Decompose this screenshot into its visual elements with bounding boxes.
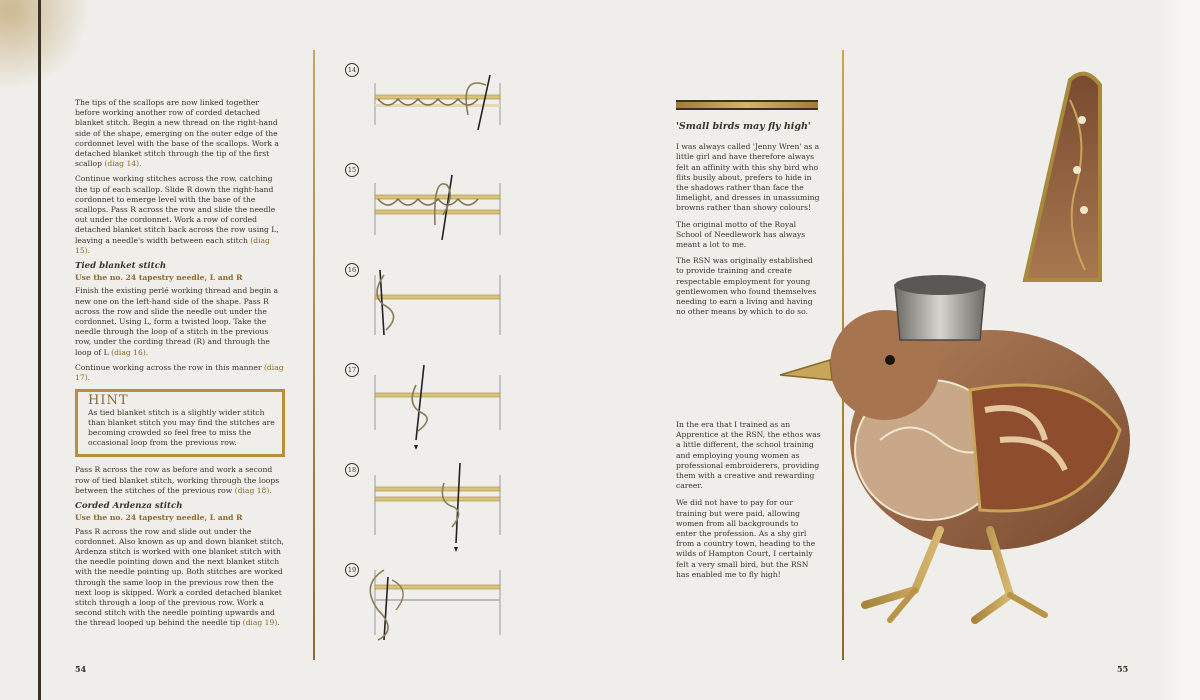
paragraph: Finish the existing perlé working thread and begin a new one on the left-hand side of the shape. Pass R across the row and slide the needle out under the cordonnet. Using L, form a twisted loop. Take the needle through the loop of a stitch in the previous row, under the cording thread (R) and through the loop of L (diag 16). [75,286,279,357]
stitch-diagrams [340,55,510,655]
page-number-right: 55 [1117,664,1129,674]
column-divider [313,50,315,660]
diagram-number: 17 [345,363,359,377]
diagram-ref: (diag 17). [75,362,284,383]
paragraph: The RSN was originally established to provide training and create respectable employment for young gentlewomen who found themselves needing to earn a living and having no other means by which to do so. [676,256,817,317]
stitch-diagram [340,255,510,355]
stitch-diagram [340,455,510,555]
diagram-number: 15 [345,163,359,177]
stitch-illustration [340,555,510,655]
diagram-number: 16 [345,263,359,277]
paragraph: In the era that I trained as an Apprentice at the RSN, the ethos was a little different, the school training and employing young women as professional embroiderers, providing them with a creative and rewarding career. [676,420,821,491]
section-subheading-corded: Use the no. 24 tapestry needle, L and R [75,513,243,523]
stitch-illustration [340,155,510,255]
diagram-ref: (diag 14). [104,159,142,169]
hint-title: HINT [88,393,129,409]
stitch-illustration [340,455,510,555]
hint-box [75,389,285,457]
stitch-illustration [340,55,510,155]
stitch-diagram [340,55,510,155]
paragraph: The tips of the scallops are now linked together before working another row of corded detached blanket stitch. Begin a new thread on the right-hand side of the shape, emerging on the outer edge of the cordonnet level with the base of the scallops. Work a detached blanket stitch through the tip of the first scallop (diag 14). [75,98,279,169]
section-subheading-tied: Use the no. 24 tapestry needle, L and R [75,273,243,283]
section-heading-corded: Corded Ardenza stitch [75,501,183,512]
running-title [34,270,42,700]
stitch-illustration [340,355,510,455]
gold-foil-corner [0,0,90,90]
paragraph: We did not have to pay for our training but were paid, allowing women from all backgrounds to enter the profession. As a shy girl from a country town, heading to the wilds of Hampton Court, I certainly felt a very small bird, but the RSN has enabled me to fly high! [676,498,816,579]
page-edge [1160,0,1200,700]
stitch-diagram [340,155,510,255]
paragraph: Continue working across the row in this manner (diag 17). [75,362,284,383]
wren-etui-photo [770,60,1140,640]
diagram-number: 19 [345,563,359,577]
diagram-ref: (diag 18). [234,485,272,495]
page-number-left: 54 [75,664,87,674]
diagram-ref: (diag 19). [242,618,280,628]
left-text-column [75,98,285,634]
diagram-ref: (diag 16). [111,347,149,357]
paragraph: Pass R across the row and slide out under the cordonnet. Also known as up and down blanket stitch, Ardenza stitch is worked with one blanket stitch with the needle pointing down and the next blanket stitch with the needle pointing up. Both stitches are worked through the same loop in the previous row then the next loop is skipped. Work a corded detached blanket stitch through a loop of the previous row. Work a second stitch with the needle pointing upwards and the thread looped up behind the needle tip (diag 19). [75,526,284,628]
diagram-ref: (diag 15). [75,235,270,255]
stitch-illustration [340,255,510,355]
paragraph: Pass R across the row as before and work a second row of tied blanket stitch, working through the loops between the stitches of the previous row (diag 18). [75,465,280,495]
diagram-number: 18 [345,463,359,477]
feature-heading: 'Small birds may fly high' [676,121,811,132]
paragraph: I was always called 'Jenny Wren' as a little girl and have therefore always felt an affinity with this shy bird who flits busily about, prefers to hide in the shadows rather than face the limelight, and dresses in unassuming browns rather than showy colours! [676,142,820,213]
stitch-diagram [340,355,510,455]
paragraph: Continue working stitches across the row, catching the tip of each scallop. Slide R down the right-hand cordonnet to emerge level with the base of the scallops. Pass R across the row and slide the needle out under the cordonnet. Work a row of corded detached blanket stitch back across the row using L, leaving a needle's width between each stitch (diag 15). [75,174,279,255]
paragraph: The original motto of the Royal School of Needlework has always meant a lot to me. [676,219,806,250]
stitch-diagram [340,555,510,655]
section-heading-tied: Tied blanket stitch [75,261,167,272]
diagram-number: 14 [345,63,359,77]
hint-body: As tied blanket stitch is a slightly wider stitch than blanket stitch you may find the stitches are becoming crowded so feel free to miss the occasional loop from the previous row. [88,408,275,448]
